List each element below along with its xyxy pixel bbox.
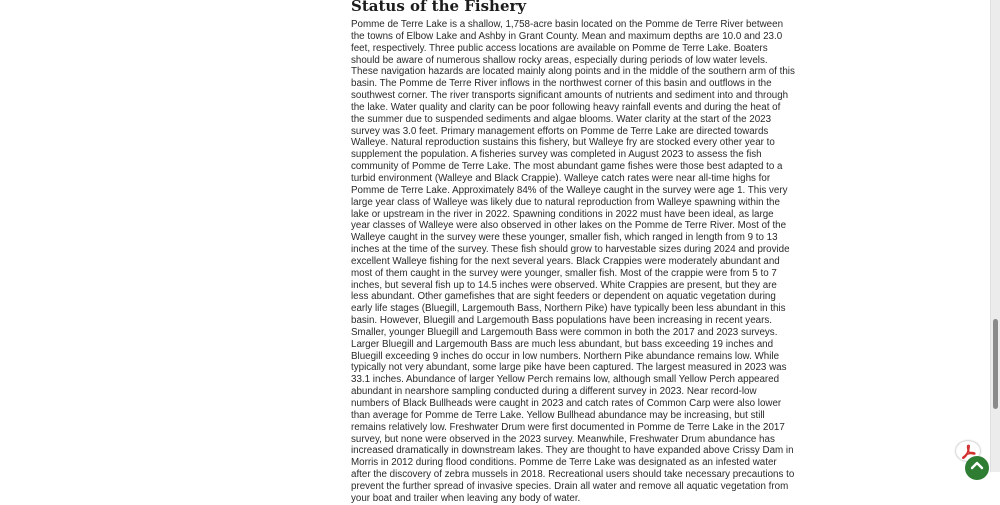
section-body: Pomme de Terre Lake is a shallow, 1,758-acre basin located on the Pomme de Terre River between the towns of Elbow Lake and Ashby in Grant County. Mean and maximum depths are 10.0 and 23.0 feet, respectively. Three public access locations are available on Pomme de Terre Lake. Boaters should be aware of numerous shallow rocky areas, especially during periods of low water levels. These navigation hazards are located mainly along points and in the middle of the southern arm of this basin. The Pomme de Terre River inflows in the northwest corner of this basin and outflows in the southwest corner. The river transports significant amounts of nutrients and sediment into and through the lake. Water quality and clarity can be poor following heavy rainfall events and during the heat of the summer due to suspended sediments and algae blooms. Water clarity at the start of the 2023 survey was 3.0 feet. Primary management efforts on Pomme de Terre Lake are directed towards Walleye. Natural reproduction sustains this fishery, but Walleye fry are stocked every other year to supplement the population. A fisheries survey was completed in August 2023 to assess the fish community of Pomme de Terre Lake. The most abundant game fishes were those best adapted to a turbid environment (Walleye and Black Crappie). Walleye catch rates were near all-time highs for Pomme de Terre Lake. Approximately 84% of the Walleye caught in the survey were age 1. This very large year class of Walleye was likely due to natural reproduction from Walleye spawning within the lake or upstream in the river in 2022. Spawning conditions in 2022 must have been ideal, as large year classes of Walleye were also observed in other lakes on the Pomme de Terre River. Most of the Walleye caught in the survey were these younger, smaller fish, which ranged in length from 9 to 13 inches at the time of the survey. These fish should grow to harvestable sizes during 2024 and provide excellent Walleye fishing for the next several years. Black Crappies were moderately abundant and most of them caught in the survey were younger, smaller fish. Most of the crappie were from 5 to 7 inches, but several fish up to 14.5 inches were observed. White Crappies are present, but they are less abundant. Other gamefishes that are sight feeders or dependent on aquatic vegetation during early life stages (Bluegill, Largemouth Bass, Northern Pike) have typically been less abundant in this basin. However, Bluegill and Largemouth Bass populations have been increasing in recent years. Smaller, younger Bluegill and Largemouth Bass were common in both the 2017 and 2023 surveys. Larger Bluegill and Largemouth Bass are much less abundant, but bass exceeding 19 inches and Bluegill exceeding 9 inches do occur in low numbers. Northern Pike abundance remains low. While typically not very abundant, some large pike have been captured. The largest measured in 2023 was 33.1 inches. Abundance of larger Yellow Perch remains low, although small Yellow Perch appeared abundant in nearshore sampling conducted during a different survey in 2023. Near record-low numbers of Black Bullheads were caught in 2023 and catch rates of Common Carp were also lower than average for Pomme de Terre Lake. Yellow Bullhead abundance may be increasing, but still remains relatively low. Freshwater Drum were first documented in Pomme de Terre Lake in the 2017 survey, but none were observed in the 2023 survey. Meanwhile, Freshwater Drum abundance has increased dramatically in downstream lakes. They are thought to have expanded above Crissy Dam in Morris in 2012 during flood conditions. Pomme de Terre Lake was designated as an infested water after the discovery of zebra mussels in 2018. Recreational users should take necessary precautions to prevent the further spread of invasive species. Drain all water and remove all aquatic vegetation from your boat and trailer when leaving any body of water. xyxy=(351,19,795,504)
scrollbar-thumb[interactable] xyxy=(993,319,998,409)
chevron-up-icon xyxy=(970,460,984,470)
page-scrollbar[interactable] xyxy=(990,0,1000,472)
back-to-top-button[interactable] xyxy=(965,456,989,480)
fishery-status-section xyxy=(351,0,795,505)
section-title: Status of the Fishery xyxy=(351,0,527,15)
